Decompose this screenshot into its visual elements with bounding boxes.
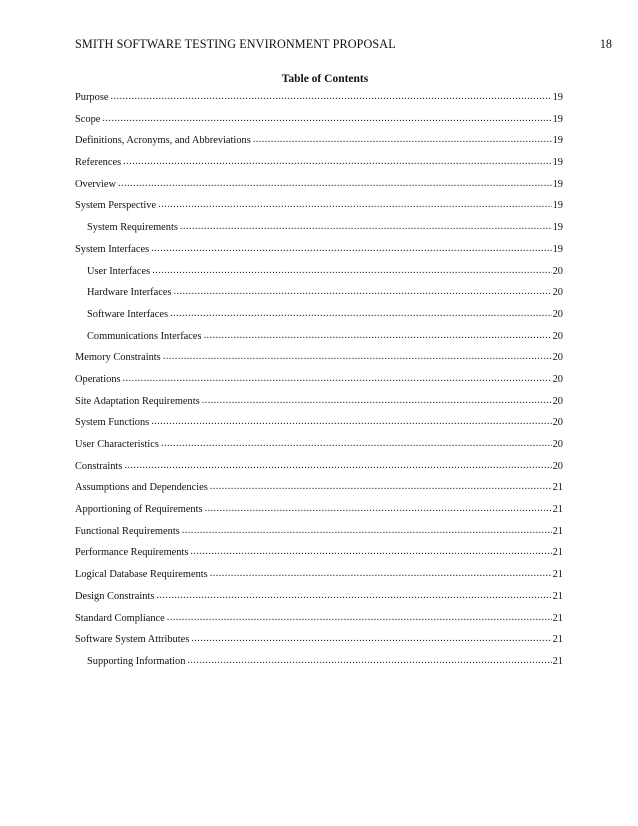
toc-entry-label: Site Adaptation Requirements	[75, 395, 200, 407]
toc-entry[interactable]	[75, 545, 563, 567]
toc-entry-label: Hardware Interfaces	[87, 287, 172, 299]
toc-entry-label: User Characteristics	[75, 439, 159, 450]
toc-dot-leader	[158, 198, 552, 208]
toc-dot-leader	[151, 415, 551, 425]
toc-entry-page: 19	[552, 243, 563, 255]
toc-entry[interactable]	[75, 524, 563, 546]
toc-entry[interactable]	[75, 567, 563, 589]
toc-entry-label: Software Interfaces	[87, 308, 169, 320]
toc-dot-leader	[123, 155, 551, 165]
toc-entry-page: 21	[552, 482, 563, 494]
toc-entry-page: 20	[552, 395, 563, 407]
toc-entry-page: 20	[552, 265, 563, 277]
toc-dot-leader	[204, 329, 552, 339]
toc-entry[interactable]	[75, 133, 563, 155]
toc-entry[interactable]	[75, 611, 563, 633]
page-number: 18	[599, 37, 612, 51]
toc-entry-label: Memory Constraints	[75, 352, 161, 364]
toc-entry-label: Performance Requirements	[75, 547, 189, 559]
toc-entry-page: 19	[552, 157, 563, 169]
toc-entry[interactable]	[75, 220, 563, 242]
toc-dot-leader	[118, 177, 552, 187]
toc-entry-label: Design Constraints	[75, 590, 155, 602]
toc-entry[interactable]	[75, 285, 563, 307]
toc-entry[interactable]	[75, 437, 563, 459]
toc-entry-label: Apportioning of Requirements	[75, 504, 203, 516]
toc-entry[interactable]	[75, 654, 563, 676]
toc-entry[interactable]	[75, 155, 563, 177]
toc-entry-label: Assumptions and Dependencies	[75, 482, 208, 494]
toc-title: Table of Contents	[281, 73, 369, 85]
toc-entry-label: Definitions, Acronyms, and Abbreviations	[75, 135, 251, 147]
toc-entry-label: Overview	[75, 178, 116, 190]
toc-dot-leader	[102, 112, 551, 122]
toc-entry-label: Functional Requirements	[75, 525, 180, 537]
toc-entry[interactable]	[75, 264, 563, 286]
toc-entry[interactable]	[75, 480, 563, 502]
toc-dot-leader	[174, 285, 552, 295]
toc-entry[interactable]	[75, 394, 563, 416]
toc-entry-page: 20	[552, 308, 563, 320]
toc-entry-page: 20	[552, 439, 563, 450]
toc-entry-page: 19	[552, 222, 563, 234]
toc-dot-leader	[253, 133, 552, 143]
toc-dot-leader	[152, 264, 551, 274]
toc-dot-leader	[167, 611, 552, 621]
toc-entry-label: System Requirements	[87, 222, 178, 234]
toc-dot-leader	[182, 524, 552, 534]
toc-entry[interactable]	[75, 242, 563, 264]
toc-entry-page: 20	[552, 287, 563, 299]
toc-dot-leader	[170, 307, 552, 317]
toc-entry[interactable]	[75, 632, 563, 654]
toc-dot-leader	[180, 220, 552, 230]
toc-entry-label: Purpose	[75, 92, 109, 103]
toc-entry-page: 21	[552, 569, 563, 581]
toc-dot-leader	[210, 480, 552, 490]
toc-dot-leader	[151, 242, 551, 252]
toc-dot-leader	[202, 394, 552, 404]
toc-entry-page: 20	[552, 460, 563, 472]
toc-entry-label: Operations	[75, 373, 121, 385]
toc-entry[interactable]	[75, 350, 563, 372]
toc-entry-page: 21	[552, 525, 563, 537]
toc-entry-label: Supporting Information	[87, 655, 186, 667]
toc-entry-page: 19	[552, 178, 563, 190]
toc-entry-page: 21	[552, 655, 563, 667]
toc-entry-page: 20	[552, 352, 563, 364]
toc-entry-page: 20	[552, 330, 563, 342]
toc-entry-page: 21	[552, 634, 563, 646]
toc-entry-label: Logical Database Requirements	[75, 569, 208, 581]
toc-dot-leader	[210, 567, 552, 577]
toc-entry-page: 19	[552, 92, 563, 103]
toc-entry[interactable]	[75, 372, 563, 394]
toc-entry-page: 20	[552, 417, 563, 429]
toc-entry[interactable]	[75, 112, 563, 134]
toc-entry-label: Communications Interfaces	[87, 330, 202, 342]
toc-entry[interactable]	[75, 502, 563, 524]
table-of-contents	[75, 90, 563, 676]
toc-entry-label: References	[75, 157, 122, 169]
toc-dot-leader	[190, 545, 551, 555]
toc-entry-page: 19	[552, 135, 563, 147]
toc-entry-label: Constraints	[75, 460, 123, 472]
toc-entry-page: 21	[552, 547, 563, 559]
toc-dot-leader	[110, 90, 551, 100]
toc-entry-page: 20	[552, 373, 563, 385]
toc-dot-leader	[156, 589, 551, 599]
toc-entry-page: 21	[552, 612, 563, 624]
toc-dot-leader	[191, 632, 551, 642]
toc-entry-label: System Perspective	[75, 200, 157, 212]
toc-dot-leader	[161, 437, 552, 447]
toc-entry-page: 21	[552, 504, 563, 516]
toc-entry[interactable]	[75, 459, 563, 481]
toc-entry-label: Software System Attributes	[75, 634, 190, 646]
toc-entry[interactable]	[75, 177, 563, 199]
toc-entry[interactable]	[75, 90, 563, 112]
toc-entry-page: 19	[552, 200, 563, 212]
toc-entry-label: User Interfaces	[87, 265, 151, 277]
toc-entry[interactable]	[75, 415, 563, 437]
toc-dot-leader	[163, 350, 552, 360]
toc-entry[interactable]	[75, 329, 563, 351]
toc-entry[interactable]	[75, 198, 563, 220]
toc-entry[interactable]	[75, 307, 563, 329]
toc-entry[interactable]	[75, 589, 563, 611]
toc-entry-page: 21	[552, 590, 563, 602]
toc-dot-leader	[205, 502, 552, 512]
running-head: SMITH SOFTWARE TESTING ENVIRONMENT PROPOSAL	[75, 37, 396, 51]
toc-entry-page: 19	[552, 113, 563, 125]
toc-entry-label: Scope	[75, 113, 101, 125]
toc-entry-label: System Functions	[75, 417, 150, 429]
toc-entry-label: System Interfaces	[75, 243, 150, 255]
toc-dot-leader	[123, 372, 552, 382]
toc-dot-leader	[124, 459, 551, 469]
toc-dot-leader	[187, 654, 551, 664]
toc-entry-label: Standard Compliance	[75, 612, 165, 624]
